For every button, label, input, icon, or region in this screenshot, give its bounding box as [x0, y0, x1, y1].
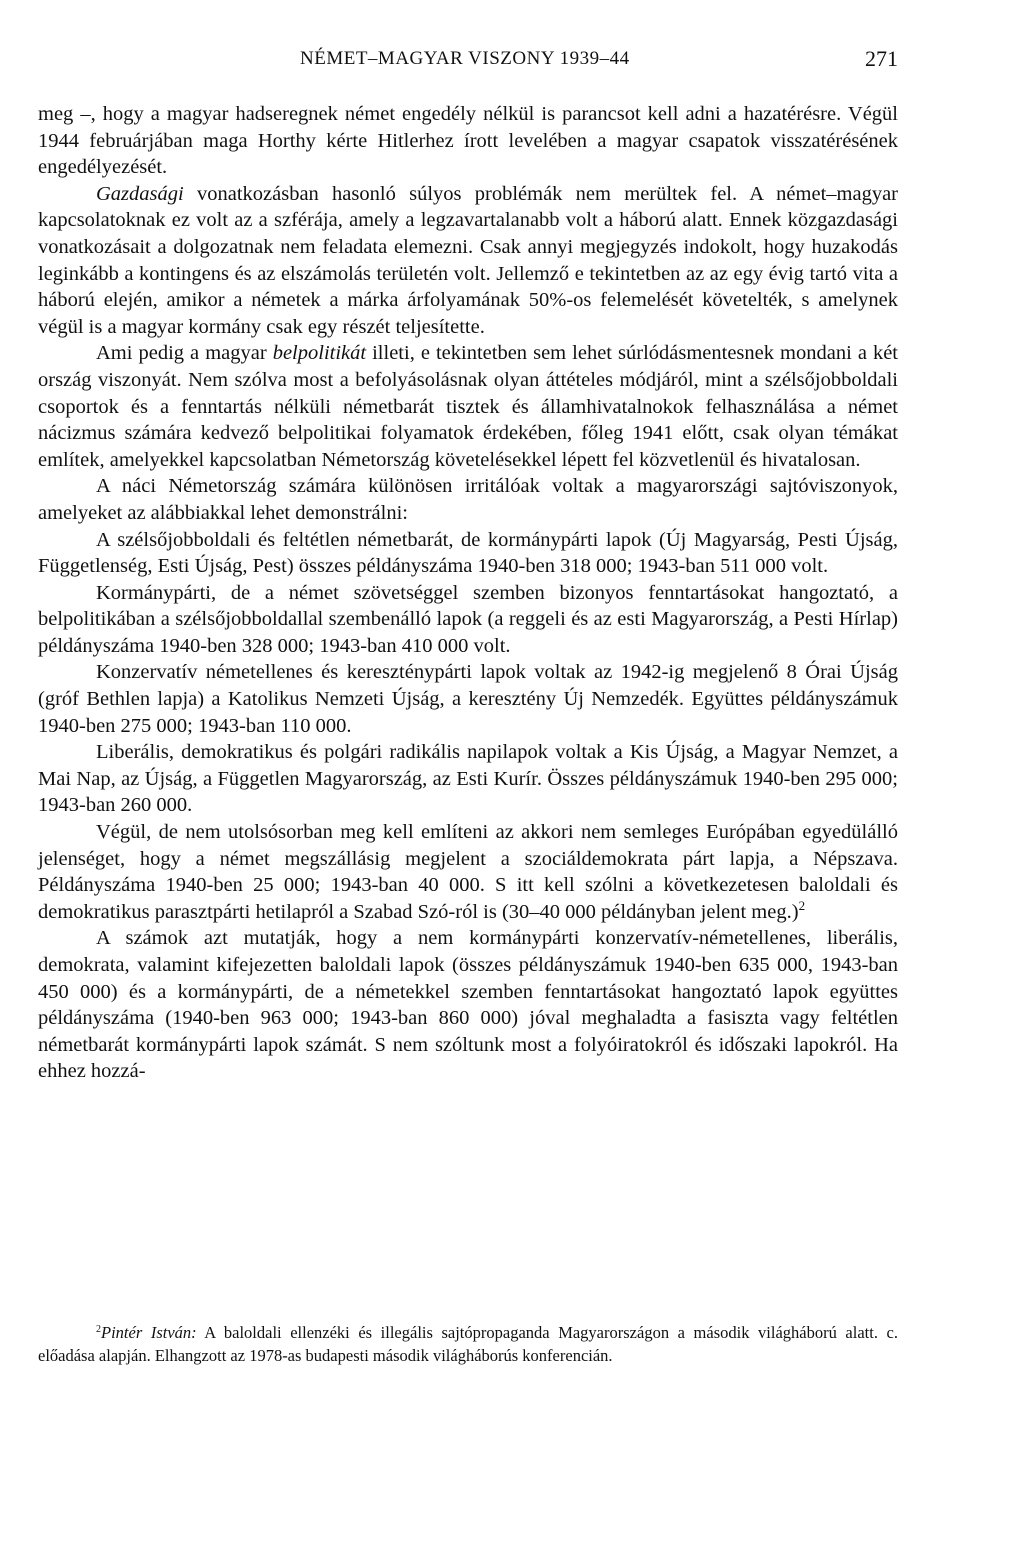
paragraph — [38, 340, 898, 473]
running-title: NÉMET–MAGYAR VISZONY 1939–44 — [300, 48, 630, 69]
paragraph-text: Konzervatív németellenes és kereszténypárti lapok voltak az 1942-ig megjelenő 8 Órai Újság (gróf Bethlen lapja) a Katolikus Nemzeti Újság, a keresztény Új Nemzedék. Együttes példányszámuk 1940-ben 275 000; 1943-ban 110 000. — [38, 661, 898, 737]
paragraph-text: Kormánypárti, de a német szövetséggel szemben bizonyos fenntartásokat hangoztató, a belpolitikában a szélsőjobboldallal szembenálló lapok (a reggeli és az esti Magyarország, a Pesti Hírlap) példányszáma 1940-ben 328 000; 1943-ban 410 000 volt. — [38, 581, 898, 657]
page-header — [38, 46, 898, 76]
paragraph — [38, 101, 898, 181]
paragraph — [38, 181, 898, 341]
paragraph — [38, 659, 898, 739]
paragraph-text: Ami pedig a magyar — [96, 342, 273, 365]
paragraph-text: A náci Németország számára különösen irritálóak voltak a magyarországi sajtóviszonyok, amelyeket az alábbiakkal lehet demonstrálni: — [38, 475, 898, 524]
emphasis-text: belpolitikát — [272, 342, 367, 365]
footnote-reference: 2 — [798, 897, 806, 913]
footnote-author: Pintér István: — [101, 1323, 197, 1342]
page-number: 271 — [865, 46, 898, 71]
footnote-marker: 2 — [96, 1324, 101, 1335]
paragraph — [38, 925, 898, 1085]
paragraph-text: vonatkozásban hasonló súlyos problémák nem merültek fel. A német–magyar kapcsolatoknak ez volt az a szférája, amely a legzavartalanabb volt a háború alatt. Ennek közgazdasági vonatkozásait a dolgozatnak nem feladata elemezni. Csak annyi megjegyzés indokolt, hogy huzakodás leginkább a kontingens és az elszámolás területén volt. Jellemző e tekintetben az az egy évig tartó vita a háború elején, amikor a németek a márka árfolyamának 50%-os felemelését követelték, s amelynek végül is a magyar kormány csak egy részét teljesítette. — [38, 182, 898, 338]
paragraph — [38, 473, 898, 526]
paragraph — [38, 527, 898, 580]
footnote-text: A baloldali ellenzéki és illegális sajtópropaganda Magyarországon a második világháború alatt. c. előadása alapján. Elhangzott az 1978-as budapesti második világháborús konferencián. — [38, 1323, 898, 1365]
paragraph — [38, 580, 898, 660]
paragraph-text: meg –, hogy a magyar hadseregnek német engedély nélkül is parancsot kell adni a hazatérésre. Végül 1944 februárjában maga Horthy kérte Hitlerhez írott levelében a magyar csapatok visszatérésének engedélyezését. — [38, 103, 898, 179]
emphasis-text: Gazdasági — [96, 182, 184, 205]
paragraph-text: Liberális, demokratikus és polgári radikális napilapok voltak a Kis Újság, a Magyar Nemzet, a Mai Nap, az Újság, a Független Magyarország, az Esti Kurír. Összes példányszámuk 1940-ben 295 000; 1943-ban 260 000. — [38, 741, 898, 817]
body-text — [38, 101, 898, 1085]
paragraph-text: illeti, e tekintetben sem lehet súrlódásmentesnek mondani a két ország viszonyát. Nem szólva most a befolyásolásnak olyan áttételes módjáról, mint a szélsőjobboldali csoportok és a fenntartás nélküli németbarát tisztek és államhivatalnokok felhasználása a német nácizmus számára kedvező belpolitikai folyamatok érdekében, főleg 1941 előtt, csak olyan témákat említek, amelyekkel kapcsolatban Németország követelésekkel lépett fel közvetlenül és hivatalosan. — [38, 342, 898, 471]
footnote — [38, 1322, 898, 1367]
paragraph — [38, 739, 898, 819]
paragraph-text: Végül, de nem utolsósorban meg kell említeni az akkori nem semleges Európában egyedülálló jelenséget, hogy a német megszállásig megjelent a szociáldemokrata párt lapja, a Népszava. Példányszáma 1940-ben 25 000; 1943-ban 40 000. S itt kell szólni a következetesen baloldali és demokratikus parasztpárti hetilapról a Szabad Szó-ról is (30–40 000 példányban jelent meg.) — [38, 821, 898, 923]
paragraph — [38, 819, 898, 925]
paragraph-text: A szélsőjobboldali és feltétlen németbarát, de kormánypárti lapok (Új Magyarság, Pesti Újság, Függetlenség, Esti Újság, Pest) összes példányszáma 1940-ben 318 000; 1943-ban 511 000 volt. — [38, 528, 898, 578]
paragraph-text: A számok azt mutatják, hogy a nem kormánypárti konzervatív-németellenes, liberális, demokrata, valamint kifejezetten baloldali lapok (összes példányszámuk 1940-ben 635 000, 1943-ban 450 000) és a kormánypárti, de a németekkel szemben fenntartásokat hangoztató lapok együttes példányszáma (1940-ben 963 000; 1943-ban 860 000) jóval meghaladta a fasiszta vagy feltétlen németbarát kormánypárti lapok számát. S nem szóltunk most a folyóiratokról és időszaki lapokról. Ha ehhez hozzá- — [38, 927, 898, 1083]
